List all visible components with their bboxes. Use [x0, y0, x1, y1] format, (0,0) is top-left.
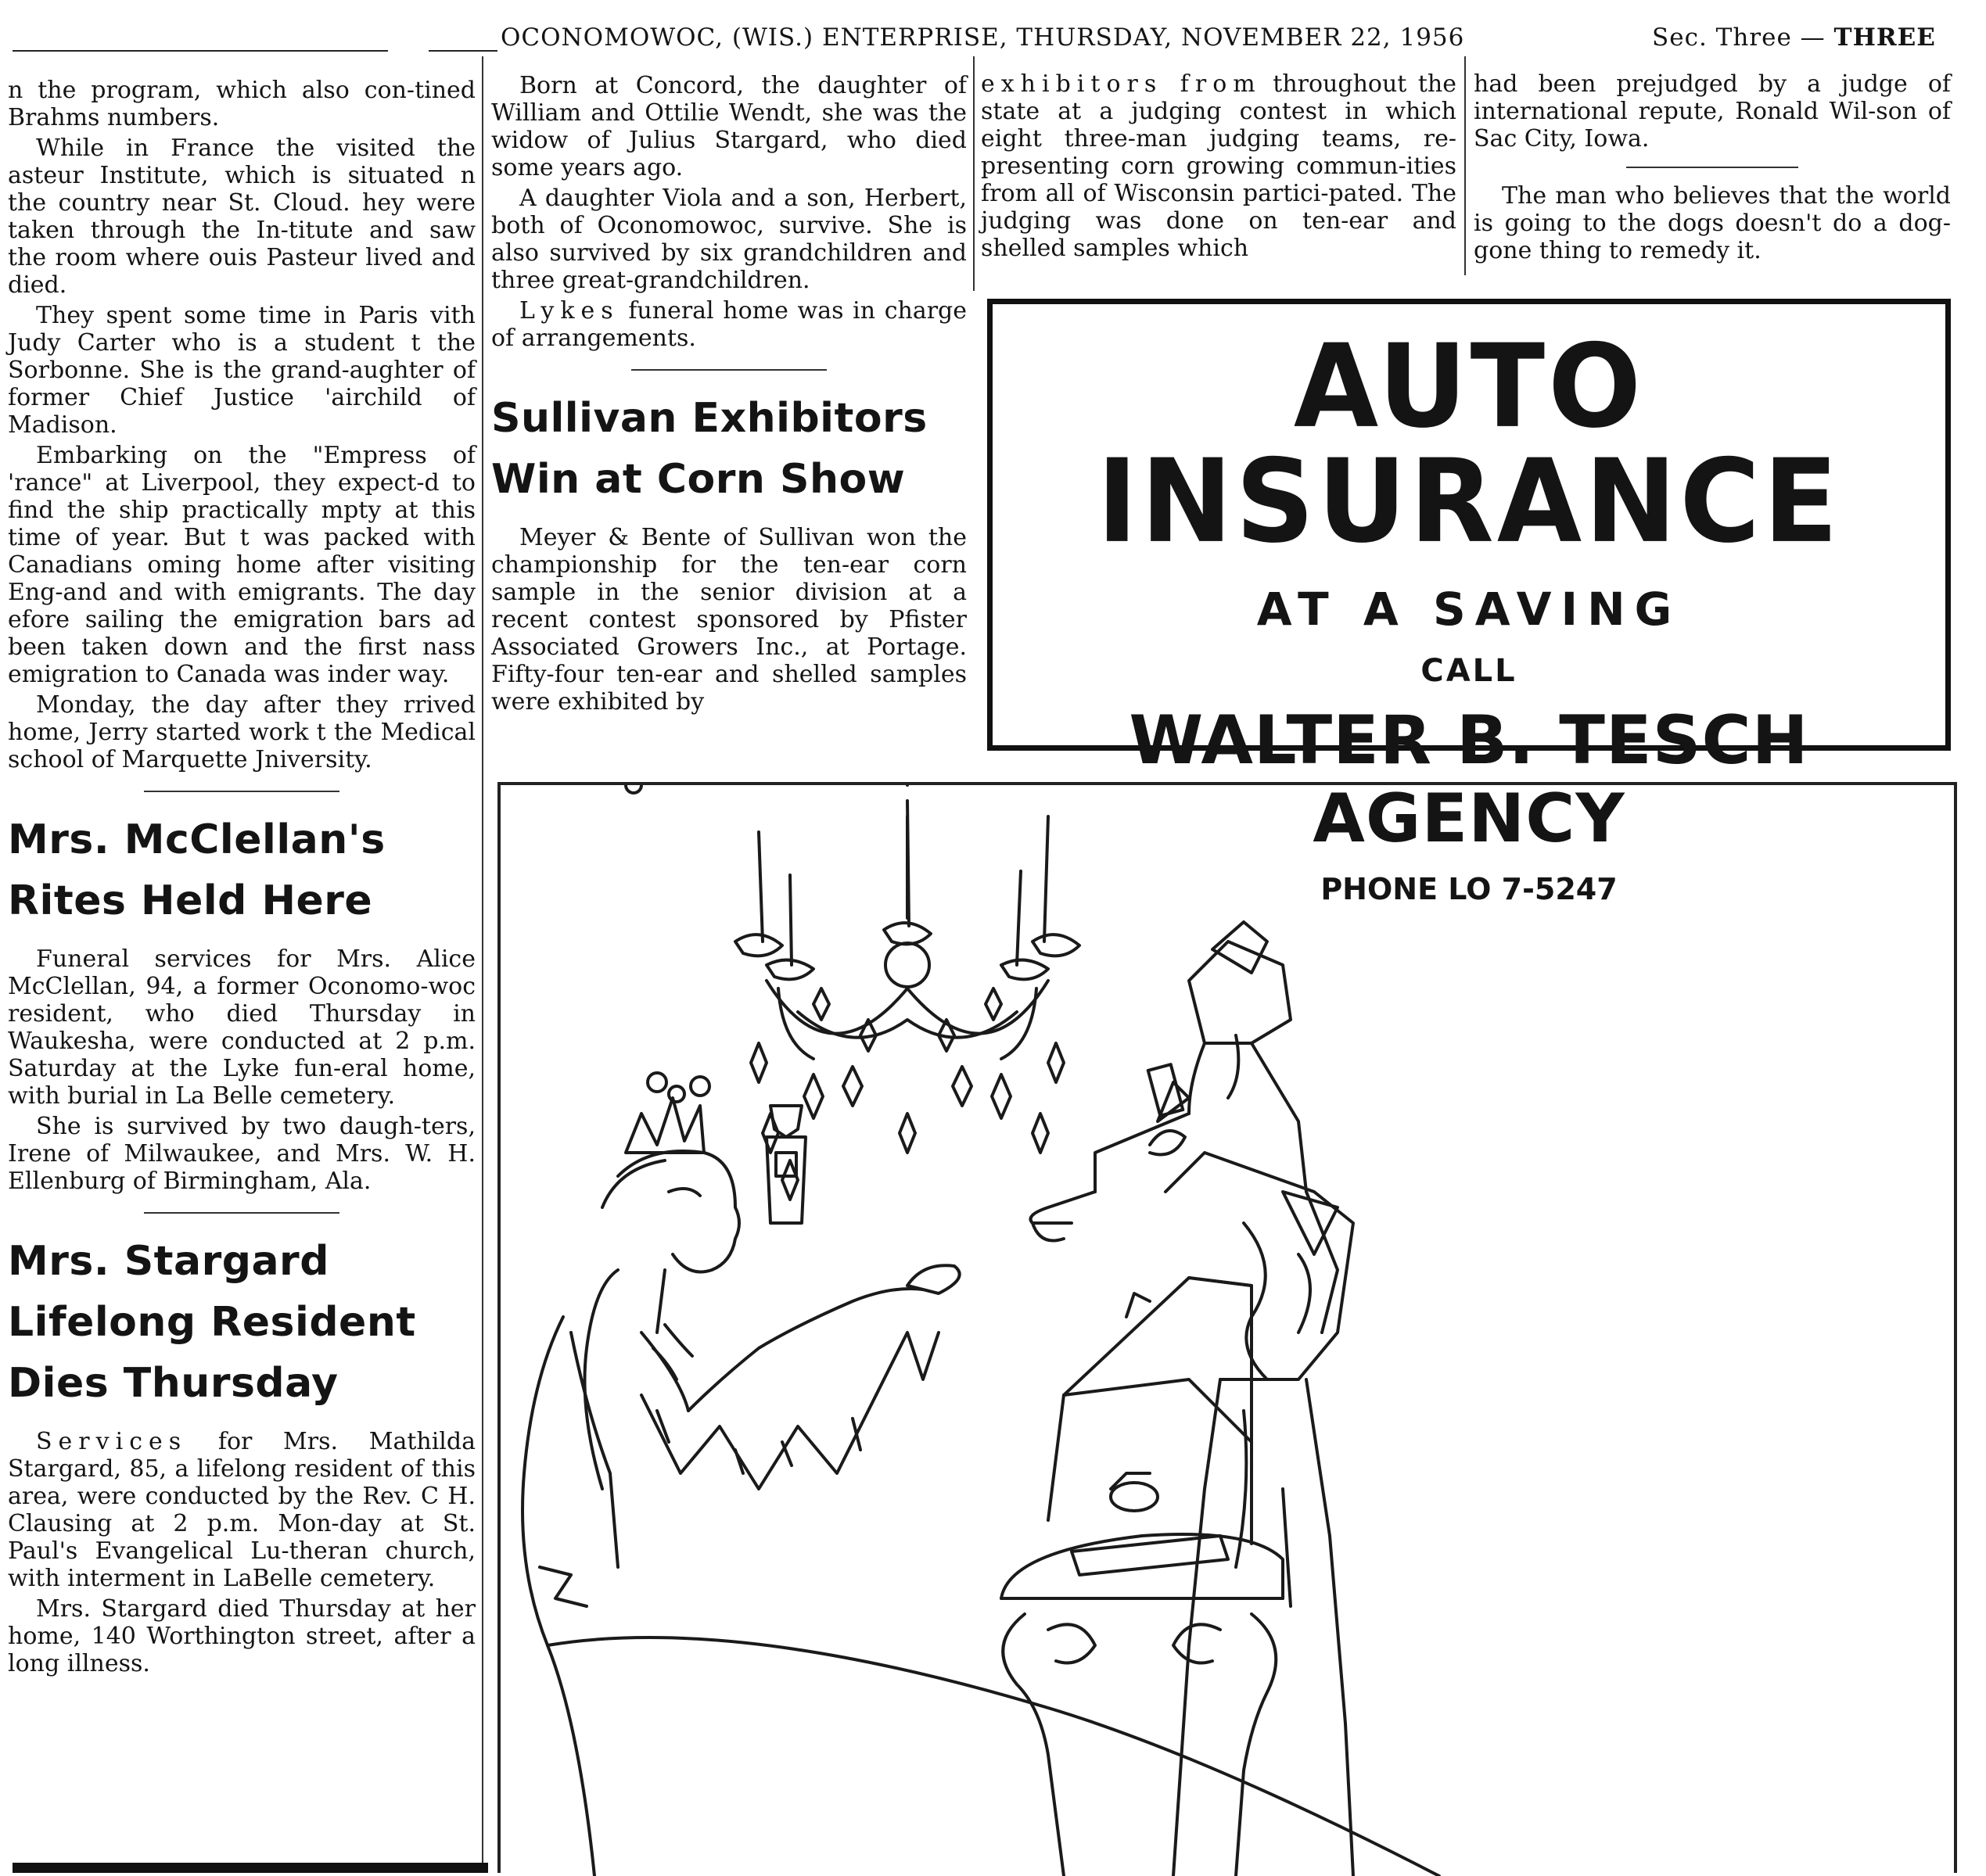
column-rule [1464, 56, 1466, 275]
stargard-headline [8, 1231, 476, 1414]
headline-line: Dies Thursday [8, 1360, 339, 1407]
headline-line: Rites Held Here [8, 877, 373, 924]
ad-subhead: AT A SAVING [1256, 583, 1682, 636]
lead-word: Lykes [519, 297, 620, 325]
seated-woman-drawing [523, 785, 1439, 1876]
article-paragraph: Embarking on the "Empress of 'rance" at Liverpool, they expect-d to find the ship practically mpty at this time of year. But t was packed with Canadians oming home after visiting Eng-and and with emigrants. The day efore sailing the emigration bars ad been taken down and the first nass emigration to Canada was inder way. [8, 442, 476, 688]
article-paragraph: They spent some time in Paris vith Judy Carter who is a student t the Sorbonne. She is the grand-aughter of former Chief Justice 'airchild of Madison. [8, 302, 476, 439]
ad-agency-name: WALTER B. TESCH AGENCY [1129, 701, 1809, 858]
bottom-border-bar [13, 1863, 488, 1873]
paragraph-text: throughout the state at a judging contest in which eight three-man judging teams, re-presenting corn growing commun-ities from all of Wisconsin partici-pated. The judging was done on ten-ear and shelled samples which [981, 70, 1456, 262]
article-paragraph: Mrs. Stargard died Thursday at her home, 140 Worthington street, after a long illness. [8, 1595, 476, 1677]
lead-word: Services [36, 1428, 188, 1455]
article-separator [631, 369, 827, 371]
table-drawing [1001, 1278, 1283, 1876]
article-paragraph: Meyer & Bente of Sullivan won the championship for the ten-ear corn sample in the senior division at a recent contest sponsored by Pfister Associated Growers Inc., at Portage. Fifty-four ten-ear and shelled samples were exhibited by [491, 524, 967, 716]
column-1 [8, 77, 476, 1677]
article-paragraph: Born at Concord, the daughter of William and Ottilie Wendt, she was the widow of Julius Stargard, who died some years ago. [491, 72, 967, 181]
lead-word: exhibitors from [981, 70, 1262, 98]
section-number: Sec. Three — [1652, 23, 1826, 52]
headline-line: Mrs. McClellan's [8, 816, 386, 863]
ad-call: CALL [1420, 653, 1517, 689]
filler-quip: The man who believes that the world is going to the dogs doesn't do a dog-gone thing to remedy it. [1474, 182, 1951, 264]
headline-line: Lifelong Resident [8, 1299, 416, 1346]
masthead-title: OCONOMOWOC, (WIS.) ENTERPRISE, THURSDAY, NOVEMBER 22, 1956 [501, 23, 1465, 52]
ink-drawing [501, 785, 1954, 1876]
section-label [1652, 23, 1936, 52]
masthead [0, 17, 1986, 58]
paragraph-text: for Mrs. Mathilda Stargard, 85, a lifelong resident of this area, were conducted by the Rev. C H. Clausing at 2 p.m. Mon-day at St. Paul's Evangelical Lu-theran church, with interment in LaBelle cemetery. [8, 1428, 476, 1592]
article-paragraph: A daughter Viola and a son, Herbert, both of Oconomowoc, survive. She is also survived by six grandchildren and three great-grandchildren. [491, 185, 967, 294]
ad-headline: AUTO INSURANCE [1097, 320, 1841, 569]
attendant-drawing [1031, 922, 1354, 1876]
article-paragraph [8, 1428, 476, 1592]
illustration-ad [497, 782, 1957, 1873]
column-3 [981, 70, 1456, 262]
mcclellan-headline [8, 809, 476, 931]
column-4 [1474, 70, 1951, 264]
article-paragraph: Funeral services for Mrs. Alice McClellan, 94, a former Oconomo-woc resident, who died Thursday in Waukesha, were conducted at 2 p.m. Saturday at the Lyke fun-eral home, with burial in La Belle cemetery. [8, 945, 476, 1110]
article-paragraph [981, 70, 1456, 262]
article-paragraph [491, 297, 967, 352]
article-paragraph: had been prejudged by a judge of international repute, Ronald Wil-son of Sac City, Iowa. [1474, 70, 1951, 152]
sullivan-headline [491, 388, 967, 510]
ad-phone: PHONE LO 7-5247 [1320, 872, 1618, 906]
article-paragraph: n the program, which also con-tined Brahms numbers. [8, 77, 476, 131]
headline-line: Win at Corn Show [491, 456, 906, 503]
paragraph-text: funeral home was in charge of arrangements. [491, 297, 967, 352]
column-rule [482, 56, 483, 1863]
column-2 [491, 72, 967, 716]
article-paragraph: While in France the visited the asteur Institute, which is situated n the country near St. Cloud. hey were taken through the In-titute and saw the room where ouis Pasteur lived and died. [8, 135, 476, 299]
headline-line: Mrs. Stargard [8, 1238, 329, 1285]
article-separator [144, 1212, 339, 1214]
article-separator [144, 791, 339, 792]
article-separator [1626, 167, 1798, 168]
auto-insurance-ad [987, 299, 1951, 906]
masthead-rule [13, 50, 388, 52]
headline-line: Sullivan Exhibitors [491, 395, 928, 442]
article-paragraph: Monday, the day after they rrived home, Jerry started work t the Medical school of Marquette Jniversity. [8, 691, 476, 773]
masthead-rule [429, 50, 497, 52]
column-rule [973, 56, 975, 291]
page-number: THREE [1833, 23, 1936, 52]
article-paragraph: She is survived by two daugh-ters, Irene of Milwaukee, and Mrs. W. H. Ellenburg of Birmingham, Ala. [8, 1113, 476, 1195]
